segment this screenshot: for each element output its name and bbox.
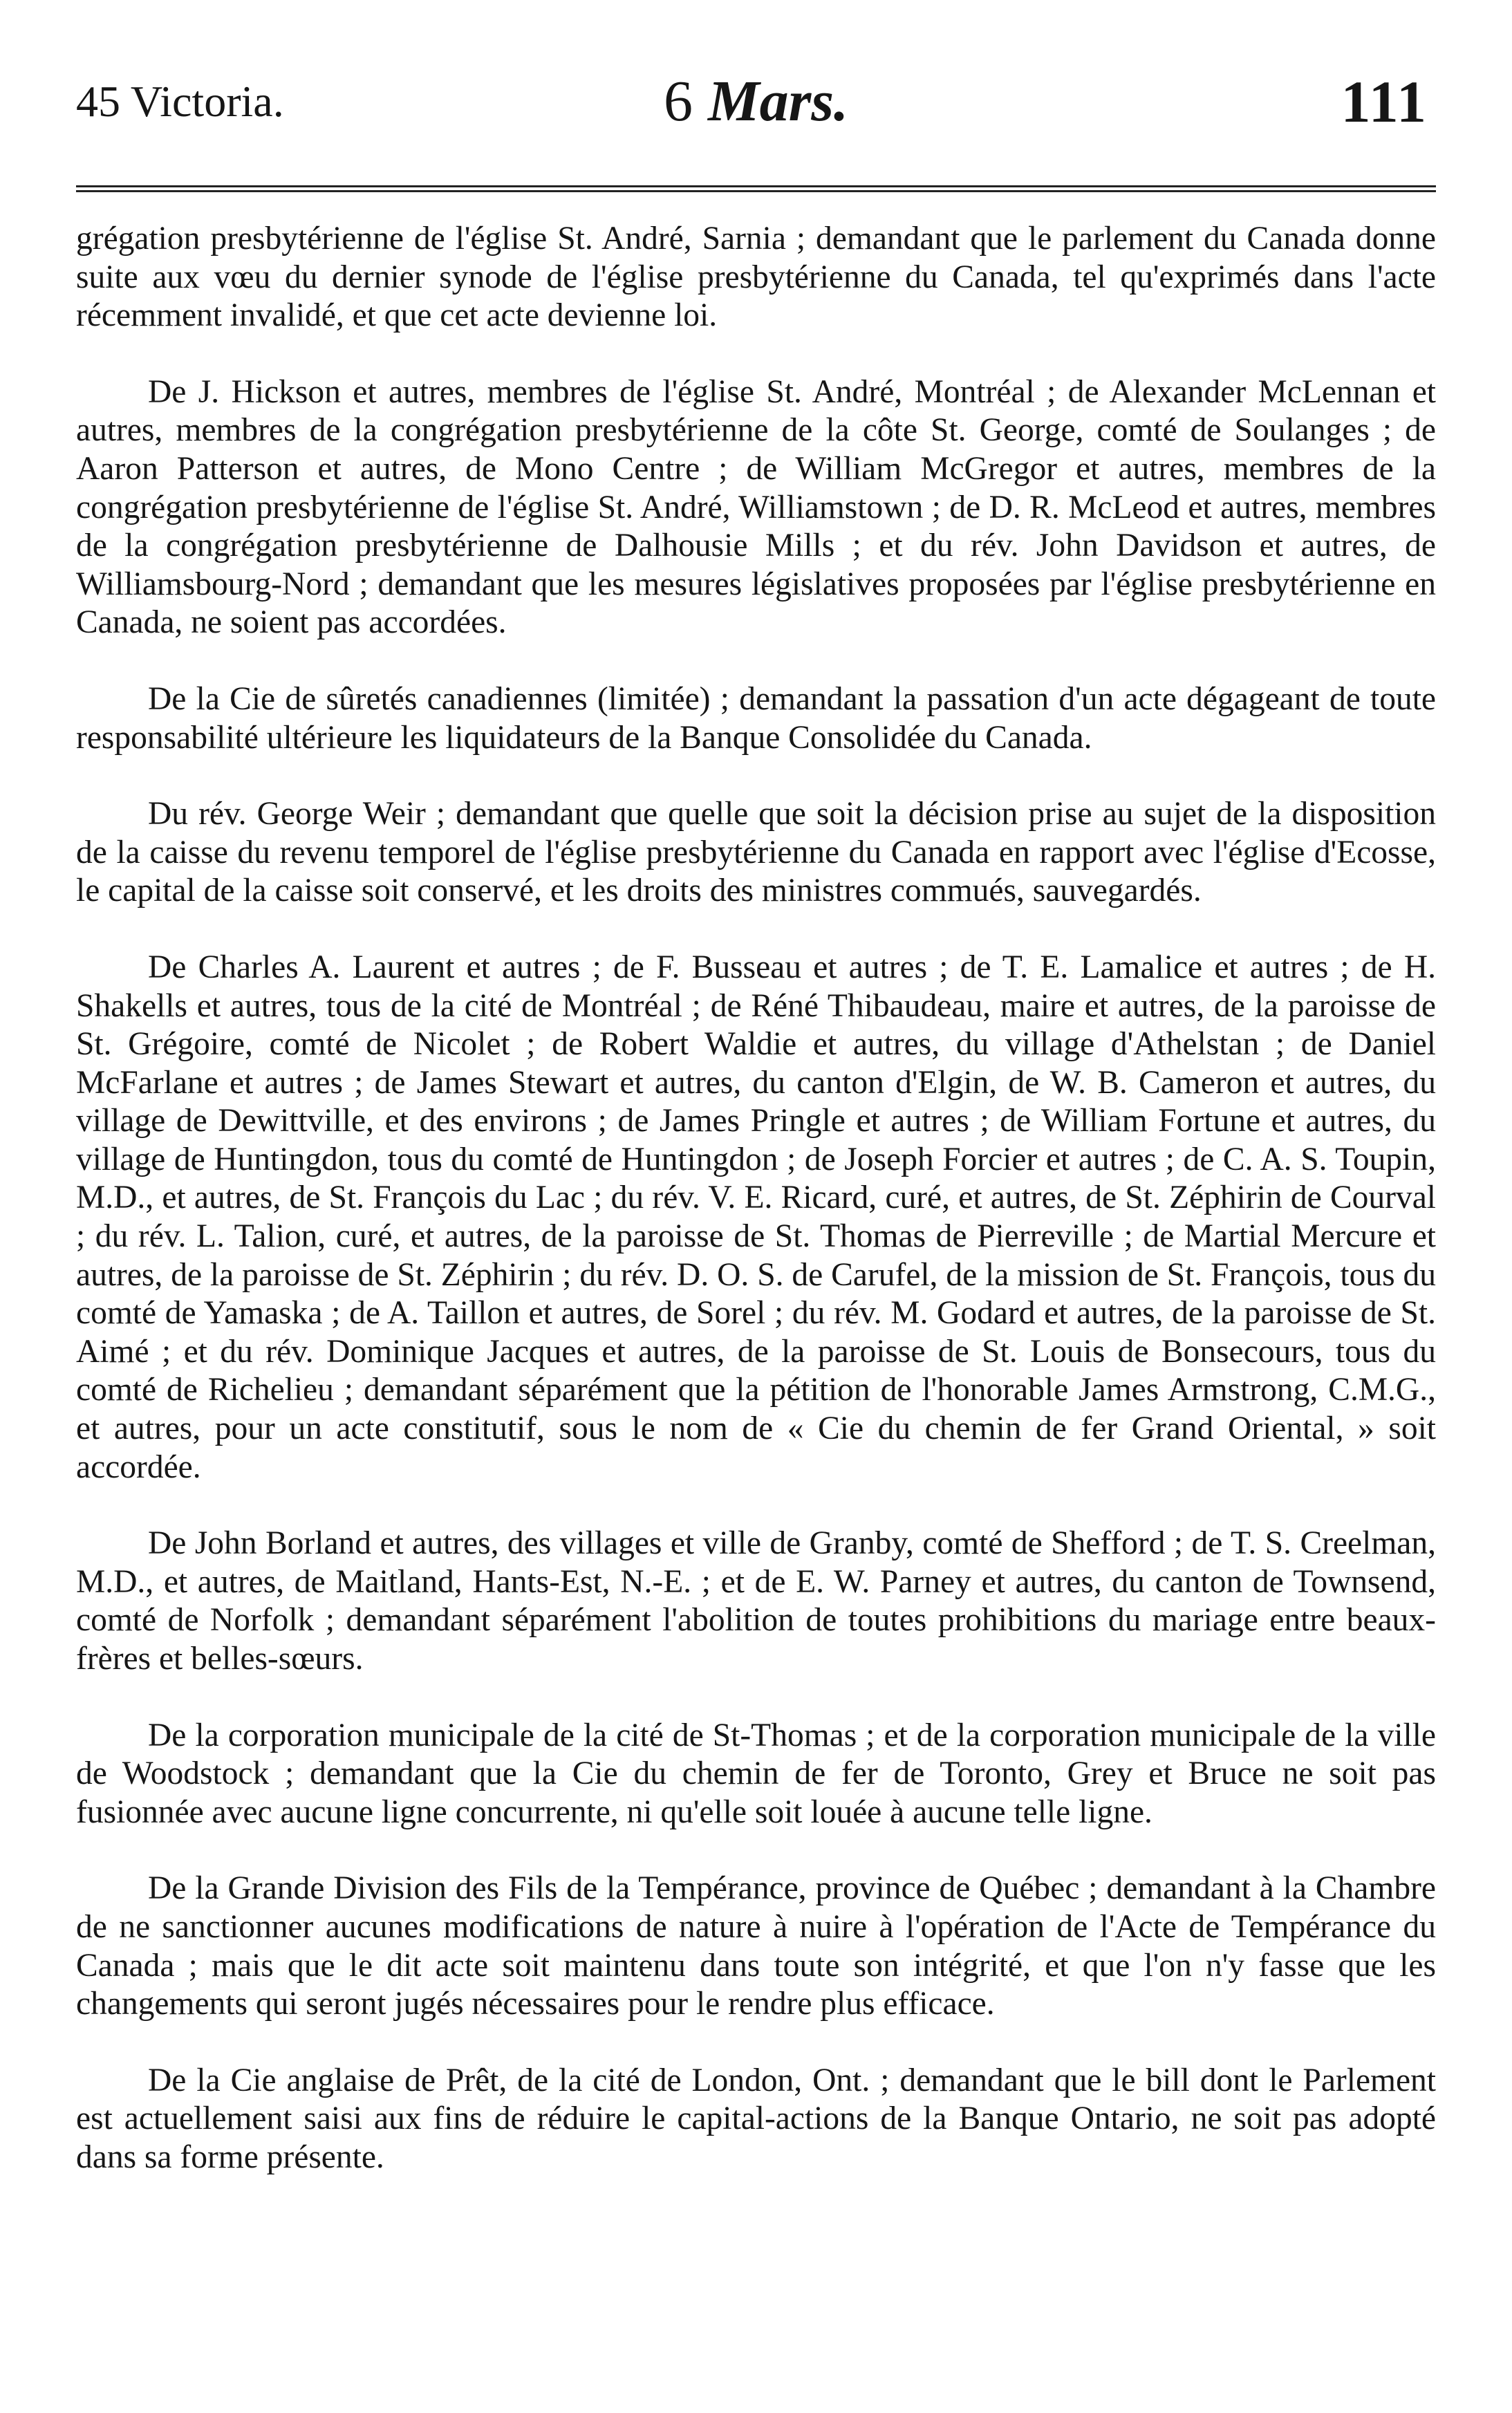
page-number: 111 bbox=[1341, 68, 1428, 135]
header-double-rule bbox=[76, 185, 1436, 192]
date-day: 6 bbox=[663, 69, 693, 133]
paragraph: De J. Hickson et autres, membres de l'église St. André, Montréal ; de Alexander McLennan et autres, membres de la congrégation presbytérienne de la côte St. George, comté de Soulanges ; de Aaron Patterson et autres, de Mono Centre ; de William McGregor et autres, membres de la congrégation presbytérienne de l'église St. André, Williamstown ; de D. R. McLeod et autres, membres de la congrégation presbytérienne de Dalhousie Mills ; et du rév. John Davidson et autres, de Williamsbourg-Nord ; demandant que les mesures législatives proposées par l'église presbytérienne en Canada, ne soient pas accordées. bbox=[76, 373, 1436, 641]
paragraph: De John Borland et autres, des villages et ville de Granby, comté de Shefford ; de T. S. Creelman, M.D., et autres, de Maitland, Hants-Est, N.-E. ; et de E. W. Parney et autres, du canton de Townsend, comté de Norfolk ; demandant séparément l'abolition de toutes prohibitions du mariage entre beaux-frères et belles-sœurs. bbox=[76, 1525, 1436, 1677]
running-head-session: 45 Victoria. bbox=[76, 77, 284, 126]
paragraph: De la Grande Division des Fils de la Tempérance, province de Québec ; demandant à la Chambre de ne sanctionner aucunes modifications de nature à nuire à l'opération de l'Acte de Tempérance du Canada ; mais que le dit acte soit maintenu dans toute son intégrité, et que l'on n'y fasse que les changements qui seront jugés nécessaires pour le rendre plus efficace. bbox=[76, 1870, 1436, 2022]
paragraph: De la Cie anglaise de Prêt, de la cité de London, Ont. ; demandant que le bill dont le Parlement est actuellement saisi aux fins de réduire le capital-actions de la Banque Ontario, ne soit pas adopté dans sa forme présente. bbox=[76, 2062, 1436, 2175]
paragraph: De la corporation municipale de la cité de St-Thomas ; et de la corporation municipale de la ville de Woodstock ; demandant que la Cie du chemin de fer de Toronto, Grey et Bruce ne soit pas fusionnée avec aucune ligne concurrente, ni qu'elle soit louée à aucune telle ligne. bbox=[76, 1717, 1436, 1830]
paragraph: Du rév. George Weir ; demandant que quelle que soit la décision prise au sujet de la disposition de la caisse du revenu temporel de l'église presbytérienne du Canada en rapport avec l'église d'Ecosse, le capital de la caisse soit conservé, et les droits des ministres commués, sauvegardés. bbox=[76, 796, 1436, 909]
body-text bbox=[76, 220, 1436, 2177]
running-head-date bbox=[0, 64, 1512, 140]
date-month: Mars. bbox=[707, 69, 849, 133]
paragraph: De Charles A. Laurent et autres ; de F. Busseau et autres ; de T. E. Lamalice et autres ; de H. Shakells et autres, tous de la cité de Montréal ; de Réné Thibaudeau, maire et autres, de la paroisse de St. Grégoire, comté de Nicolet ; de Robert Waldie et autres, du village d'Athelstan ; de Daniel McFarlane et autres ; de James Stewart et autres, du canton d'Elgin, de W. B. Cameron et autres, du village de Dewittville, et des environs ; de James Pringle et autres ; de William Fortune et autres, du village de Huntingdon, tous du comté de Huntingdon ; de Joseph Forcier et autres ; de C. A. S. Toupin, M.D., et autres, de St. François du Lac ; du rév. V. E. Ricard, curé, et autres, de St. Zéphirin de Courval ; du rév. L. Talion, curé, et autres, de la paroisse de St. Thomas de Pierreville ; de Martial Mercure et autres, de la paroisse de St. Zéphirin ; du rév. D. O. S. de Carufel, de la mission de St. François, tous du comté de Yamaska ; de A. Taillon et autres, de Sorel ; du rév. M. Godard et autres, de la paroisse de St. Aimé ; et du rév. Dominique Jacques et autres, de la paroisse de St. Louis de Bonsecours, tous du comté de Richelieu ; demandant séparément que la pétition de l'honorable James Armstrong, C.M.G., et autres, pour un acte constitutif, sous le nom de « Cie du chemin de fer Grand Oriental, » soit accordée. bbox=[76, 949, 1436, 1485]
paragraph: De la Cie de sûretés canadiennes (limitée) ; demandant la passation d'un acte dégageant de toute responsabilité ultérieure les liquidateurs de la Banque Consolidée du Canada. bbox=[76, 680, 1436, 756]
paragraph-continued: grégation presbytérienne de l'église St. André, Sarnia ; demandant que le parlement du Canada donne suite aux vœu du dernier synode de l'église presbytérienne du Canada, tel qu'exprimés dans l'acte récemment invalidé, et que cet acte devienne loi. bbox=[76, 221, 1436, 334]
